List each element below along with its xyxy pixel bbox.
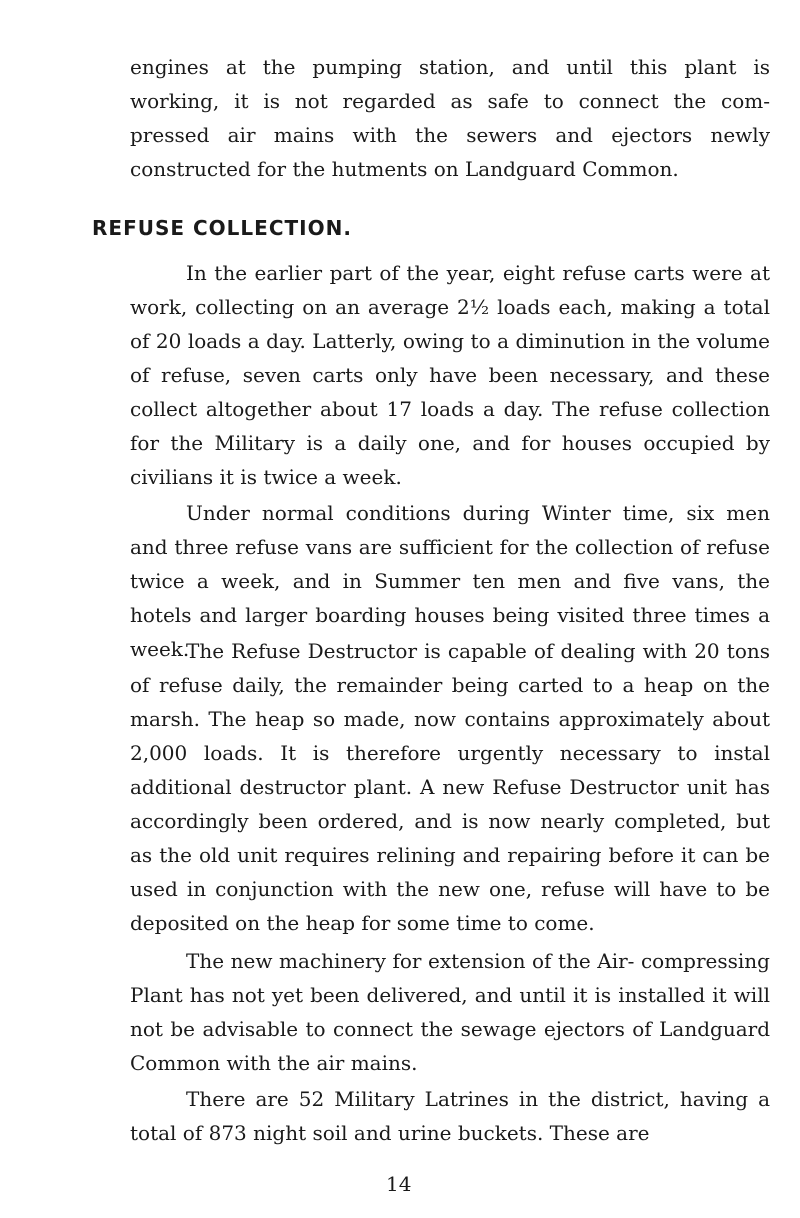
paragraph-latrines: There are 52 Military Latrines in the district, having a total of 873 night soil and urine buckets. These are [130, 1087, 770, 1145]
section-heading: REFUSE COLLECTION. [92, 216, 352, 240]
paragraph-destructor: The Refuse Destructor is capable of dealing with 20 tons of refuse daily, the remainder being carted to a heap on the marsh. The heap so made, now contains approximately about 2,000 loads. It is therefore urgently necessary to instal additional destructor plant. A new Refuse Destructor unit has accordingly been ordered, and is now nearly completed, but as the old unit requires relining and repairing before it can be used in conjunction with the new one, refuse will have to be deposited on the heap for some time to come. [130, 639, 770, 935]
paragraph-machinery: The new machinery for extension of the Air- compressing Plant has not yet been delivered, and until it is installed it will not be advisable to connect the sewage ejectors of Landguard Common with the air mains. [130, 949, 770, 1075]
paragraph-intro: engines at the pumping station, and until this plant is working, it is not regarded as safe to connect the com- pressed air mains with the sewers and ejectors newly constructed for the hutments on Landguard Common. [130, 55, 770, 181]
paragraph-normal-conditions: Under normal conditions during Winter time, six men and three refuse vans are sufficient for the collection of refuse twice a week, and in Summer ten men and five vans, the hotels and larger boarding houses being visited three times a week. [130, 501, 770, 661]
paragraph-refuse-carts: In the earlier part of the year, eight refuse carts were at work, collecting on an average 2½ loads each, making a total of 20 loads a day. Latterly, owing to a diminution in the volume of refuse, seven carts only have been necessary, and these collect altogether about 17 loads a day. The refuse collection for the Military is a daily one, and for houses occupied by civilians it is twice a week. [130, 261, 770, 489]
page-number: 14 [386, 1172, 412, 1196]
